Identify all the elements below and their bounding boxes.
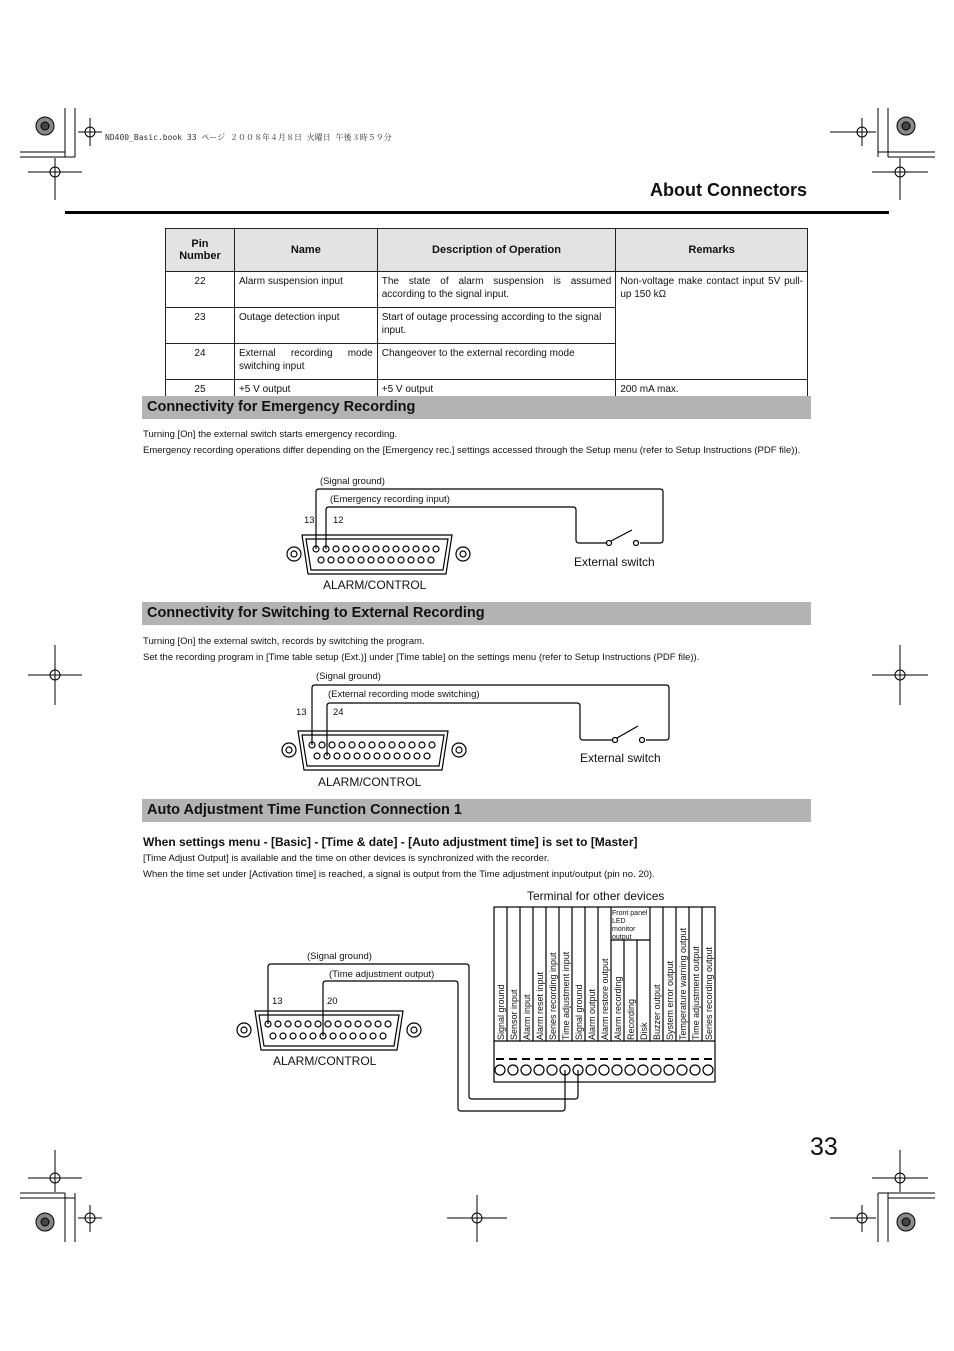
pin-cell: 24 xyxy=(166,344,235,380)
terminal-label: Signal ground xyxy=(496,984,506,1040)
col-header-name: Name xyxy=(234,229,377,272)
pin-20-label: 20 xyxy=(327,996,338,1007)
name-cell: Outage detection input xyxy=(234,308,377,344)
pin-cell: 22 xyxy=(166,272,235,308)
terminal-label: Alarm recording xyxy=(613,976,623,1040)
terminal-label: System error output xyxy=(665,960,675,1040)
terminal-label: Disk xyxy=(639,1022,649,1040)
remarks-cell: 200 mA max. xyxy=(616,380,808,403)
terminal-label: Alarm reset input xyxy=(535,971,545,1040)
auto-adjust-text-1: [Time Adjust Output] is available and the time on other devices is synchronized with the recorder. xyxy=(143,853,550,864)
signal-ground-label: (Signal ground) xyxy=(316,671,381,682)
alarm-control-label: ALARM/CONTROL xyxy=(318,775,422,789)
heading-emergency-recording: Connectivity for Emergency Recording xyxy=(142,396,811,419)
alarm-control-label: ALARM/CONTROL xyxy=(273,1054,377,1068)
page-number: 33 xyxy=(810,1133,838,1161)
terminal-title: Terminal for other devices xyxy=(527,889,665,903)
heading-auto-adjustment: Auto Adjustment Time Function Connection 1 xyxy=(142,799,811,822)
auto-adjust-subheading: When settings menu - [Basic] - [Time & date] - [Auto adjustment time] is set to [Master] xyxy=(143,835,638,849)
terminal-label: Temperature warning output xyxy=(678,927,688,1040)
terminal-label: Series recording output xyxy=(704,946,714,1040)
terminal-label: Time adjustment output xyxy=(691,946,701,1040)
alarm-control-label: ALARM/CONTROL xyxy=(323,578,427,592)
description-cell: Start of outage processing according to the signal input. xyxy=(377,308,616,344)
pin-13-label: 13 xyxy=(304,515,315,526)
pin-24-label: 24 xyxy=(333,707,344,718)
terminal-label: Alarm output xyxy=(587,988,597,1040)
emergency-text-1: Turning [On] the external switch starts emergency recording. xyxy=(143,429,398,440)
external-switch-label: External switch xyxy=(580,751,661,765)
signal-ground-label: (Signal ground) xyxy=(320,476,385,487)
pin-cell: 25 xyxy=(166,380,235,403)
external-text-1: Turning [On] the external switch, records by switching the program. xyxy=(143,636,425,647)
col-header-remarks: Remarks xyxy=(616,229,808,272)
section-title: About Connectors xyxy=(650,180,807,200)
name-cell: Alarm suspension input xyxy=(234,272,377,308)
heading-external-recording: Connectivity for Switching to External Recording xyxy=(142,602,811,625)
name-cell: +5 V output xyxy=(234,380,377,403)
description-cell: The state of alarm suspension is assumed according to the signal input. xyxy=(377,272,616,308)
db25-connector xyxy=(255,1011,403,1050)
col-header-pin: Pin Number xyxy=(166,229,235,272)
terminal-label: Signal ground xyxy=(574,984,584,1040)
print-header: ND400_Basic.book 33 ページ ２００８年４月８日 火曜日 午後３時５９分 xyxy=(105,133,392,142)
description-cell: +5 V output xyxy=(377,380,616,403)
external-text-2: Set the recording program in [Time table setup (Ext.)] under [Time table] on the settings menu (refer to Setup Instructions (PDF file)). xyxy=(143,652,700,663)
remarks-cell: Non-voltage make contact input 5V pull-up 150 kΩ xyxy=(616,272,808,380)
col-header-description: Description of Operation xyxy=(377,229,616,272)
external-switching-label: (External recording mode switching) xyxy=(328,689,480,700)
pin-12-label: 12 xyxy=(333,515,344,526)
pin-13-label: 13 xyxy=(296,707,307,718)
time-adjust-output-label: (Time adjustment output) xyxy=(329,969,435,980)
external-switch-label: External switch xyxy=(574,555,655,569)
terminal-label: Recording xyxy=(626,998,636,1040)
pin-cell: 23 xyxy=(166,308,235,344)
description-cell: Changeover to the external recording mode xyxy=(377,344,616,380)
terminal-label: Buzzer output xyxy=(652,984,662,1040)
terminal-label: Series recording input xyxy=(548,952,558,1040)
terminal-label: Alarm restore output xyxy=(600,958,610,1040)
front-panel-label: Front panel LED monitor output xyxy=(612,910,648,941)
terminal-label: Time adjustment input xyxy=(561,951,571,1040)
auto-adjust-text-2: When the time set under [Activation time] is reached, a signal is output from the Time adjustment input/output (pin no. 20). xyxy=(143,869,655,880)
emergency-input-label: (Emergency recording input) xyxy=(330,494,450,505)
signal-ground-label: (Signal ground) xyxy=(307,951,372,962)
emergency-text-2: Emergency recording operations differ depending on the [Emergency rec.] settings accessed through the Setup menu (refer to Setup Instructions (PDF file)). xyxy=(143,445,801,456)
terminal-label: Alarm input xyxy=(522,994,532,1040)
terminal-label: Sensor input xyxy=(509,989,519,1040)
pin-13-label: 13 xyxy=(272,996,283,1007)
name-cell: External recording mode switching input xyxy=(234,344,377,380)
